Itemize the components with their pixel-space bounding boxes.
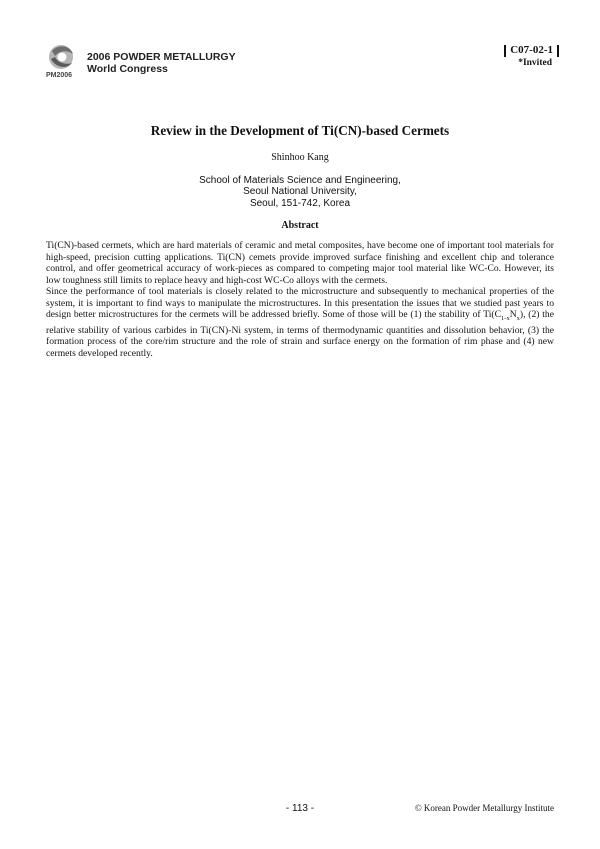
affiliation-line: Seoul National University, (243, 186, 357, 198)
logo-caption: PM2006 (46, 72, 73, 79)
abstract-paragraph-1: Ti(CN)-based cermets, which are hard materials of ceramic and metal composites, have become one of important tool materials for high-speed, precision cutting applications. Ti(CN) cemets provide improved surface finishing and excellent chip and tolerance control, and offer geometrical accuracy of work-pieces as compared to competing major tool material like WC-Co. However, its low toughness still limits to replace heavy and high-cost WC-Co alloys with the cermets. (46, 240, 554, 286)
affiliation-line: School of Materials Science and Engineering, (199, 175, 401, 186)
code-bar-left-icon (504, 45, 506, 57)
abstract-text: N (509, 309, 517, 321)
subscript: x (516, 315, 520, 323)
page-number: - 113 - (285, 803, 315, 814)
abstract-text: Since the performance of tool materials is closely related to the microstructure and subsequently to mechanical properties of the system, it is important to find ways to manipulate the microstructures. In this presentation the issues that we studied past years to design better microstructures for the cermets will be addressed briefly. Some of those will be (1) the stability of Ti(C (46, 286, 554, 321)
swirl-logo-icon (46, 42, 80, 72)
conference-name-line1: 2006 POWDER METALLURGY (87, 51, 236, 63)
paper-code-box (504, 44, 559, 70)
conference-name (87, 51, 236, 75)
affiliation-line: Seoul, 151-742, Korea (249, 197, 351, 209)
abstract-heading: Abstract (281, 220, 319, 231)
paper-code: C07-02-1 (510, 44, 553, 56)
abstract-body (46, 240, 554, 359)
subscript: 1-x (501, 315, 510, 323)
abstract-text: ), (2) the relative stability of various carbides in Ti(CN)-Ni system, in terms of thermodynamic quantities and dissolution behavior, (3) the formation process of the core/rim structure and the role of strain and surface energy on the formation of rim phase and (4) new cermets developed recently. (46, 309, 554, 359)
invited-label: *Invited (518, 58, 552, 68)
abstract-paragraph-2 (46, 286, 554, 359)
paper-title: Review in the Development of Ti(CN)-based Cermets (150, 123, 450, 138)
conference-name-line2: World Congress (87, 63, 168, 75)
author-affiliation (0, 175, 600, 209)
paper-author: Shinhoo Kang (271, 152, 329, 163)
code-bar-right-icon (557, 45, 559, 57)
copyright-notice: © Korean Powder Metallurgy Institute (414, 803, 554, 813)
